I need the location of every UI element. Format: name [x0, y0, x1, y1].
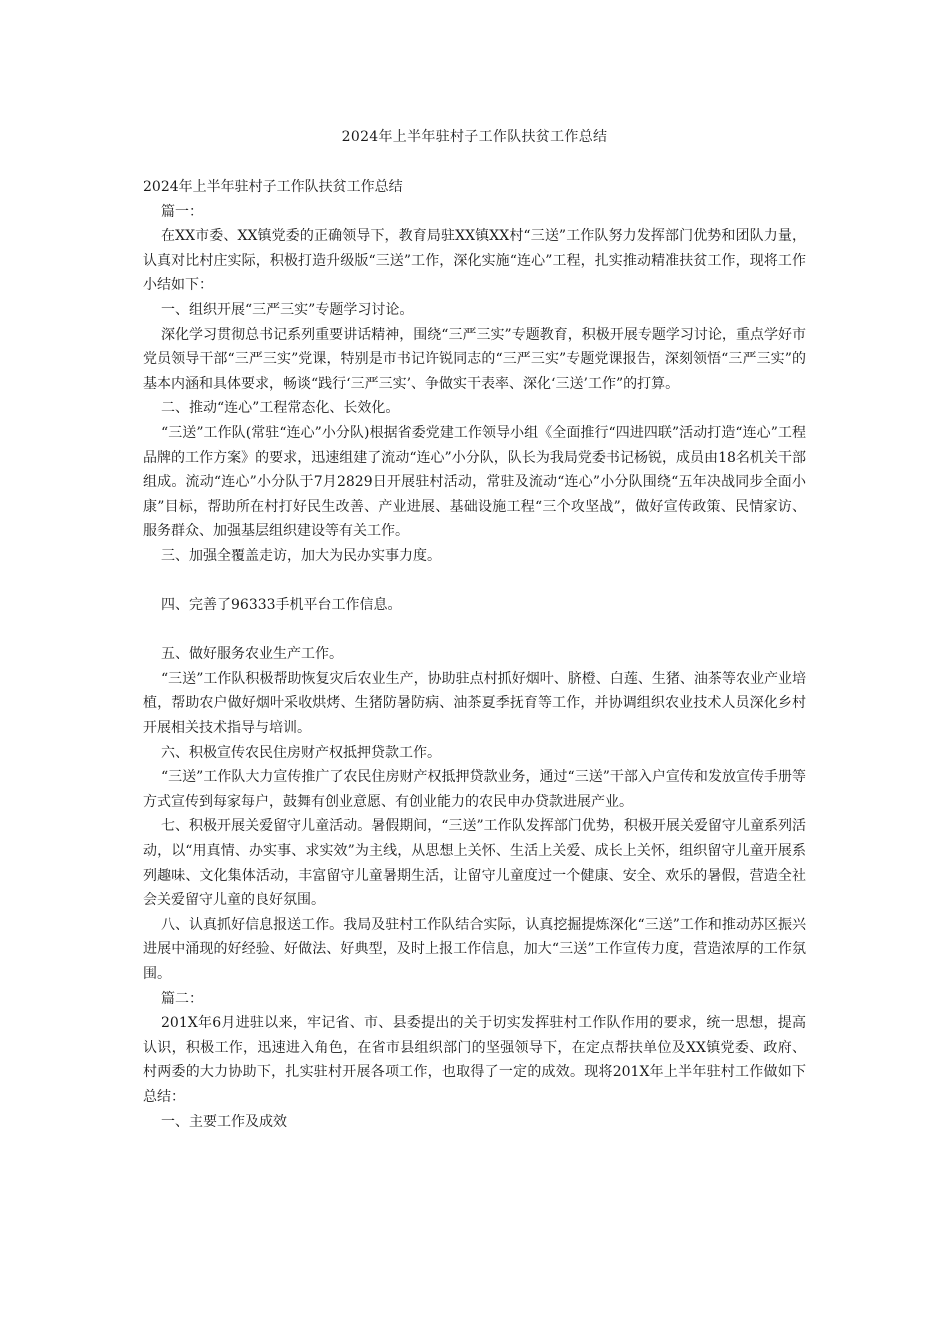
paragraph: “三送”工作队(常驻“连心”小分队)根据省委党建工作领导小组《全面推行“四进四联”活动打造“连心”工程品牌的工作方案》的要求，迅速组建了流动“连心”小分队，队长为我局党委书记杨锐，成员由18名机关干部组成。流动“连心”小分队于7月2829日开展驻村活动，常驻及流动“连心”小分队围绕“五年决战同步全面小康”目标，帮助所在村打好民生改善、产业进展、基础设施工程“三个攻坚战”，做好宣传政策、民情家访、服务群众、加强基层组织建设等有关工作。: [143, 424, 806, 540]
paragraph: 六、积极宣传农民住房财产权抵押贷款工作。: [161, 744, 441, 761]
paragraph: 五、做好服务农业生产工作。: [161, 646, 343, 663]
paragraph: 七、积极开展关爱留守儿童活动。暑假期间，“三送”工作队发挥部门优势，积极开展关爱留守儿童系列活动，以“用真情、办实事、求实效”为主线，从思想上关怀、生活上关爱、成长上关怀，组织留守儿童开展系列趣味、文化集体活动，丰富留守儿童暑期生活，让留守儿童度过一个健康、安全、欢乐的暑假，营造全社会关爱留守儿童的良好氛围。: [143, 818, 806, 909]
paragraph: 一、组织开展“三严三实”专题学习讨论。: [161, 301, 414, 318]
paragraph: 篇二：: [161, 990, 203, 1007]
paragraph-spacer: [143, 569, 806, 594]
paragraph: 三、加强全覆盖走访，加大为民办实事力度。: [161, 547, 441, 564]
paragraph-spacer: [143, 618, 806, 643]
paragraph: 深化学习贯彻总书记系列重要讲话精神，围绕“三严三实”专题教育，积极开展专题学习讨论，重点学好市党员领导干部“三严三实”党课，特别是市书记许锐同志的“三严三实”专题党课报告，深刻领悟“三严三实”的基本内涵和具体要求，畅谈“践行‘三严三实’、争做实干表率、深化‘三送’工作”的打算。: [143, 326, 806, 392]
paragraph: 在XX市委、XX镇党委的正确领导下，教育局驻XX镇XX村“三送”工作队努力发挥部门优势和团队力量，认真对比村庄实际，积极打造升级版“三送”工作，深化实施“连心”工程，扎实推动精准扶贫工作，现将工作小结如下：: [143, 228, 806, 294]
document-body: [143, 175, 806, 1134]
paragraph: 二、推动“连心”工程常态化、长效化。: [161, 400, 400, 417]
paragraph: 篇一：: [161, 203, 203, 220]
paragraph: 2024年上半年驻村子工作队扶贫工作总结: [143, 179, 403, 195]
paragraph: 四、完善了96333手机平台工作信息。: [161, 597, 402, 614]
paragraph: 201X年6月进驻以来，牢记省、市、县委提出的关于切实发挥驻村工作队作用的要求，统一思想，提高认识，积极工作，迅速进入角色，在省市县组织部门的坚强领导下，在定点帮扶单位及XX镇党委、政府、村两委的大力协助下，扎实驻村开展各项工作，也取得了一定的成效。现将201X年上半年驻村工作做如下总结：: [143, 1015, 806, 1105]
paragraph: 八、认真抓好信息报送工作。我局及驻村工作队结合实际，认真挖掘提炼深化“三送”工作和推动苏区振兴进展中涌现的好经验、好做法、好典型，及时上报工作信息，加大“三送”工作宣传力度，营造浓厚的工作氛围。: [143, 916, 806, 982]
paragraph: 一、主要工作及成效: [161, 1113, 287, 1130]
paragraph: “三送”工作队积极帮助恢复灾后农业生产，协助驻点村抓好烟叶、脐橙、白莲、生猪、油茶等农业产业培植，帮助农户做好烟叶采收烘烤、生猪防暑防病、油茶夏季抚育等工作，并协调组织农业技术人员深化乡村开展相关技术指导与培训。: [143, 670, 806, 737]
document-title: 2024年上半年驻村子工作队扶贫工作总结: [341, 129, 608, 145]
paragraph: “三送”工作队大力宣传推广了农民住房财产权抵押贷款业务，通过“三送”干部入户宣传和发放宣传手册等方式宣传到每家每户，鼓舞有创业意愿、有创业能力的农民申办贷款进展产业。: [143, 769, 806, 810]
